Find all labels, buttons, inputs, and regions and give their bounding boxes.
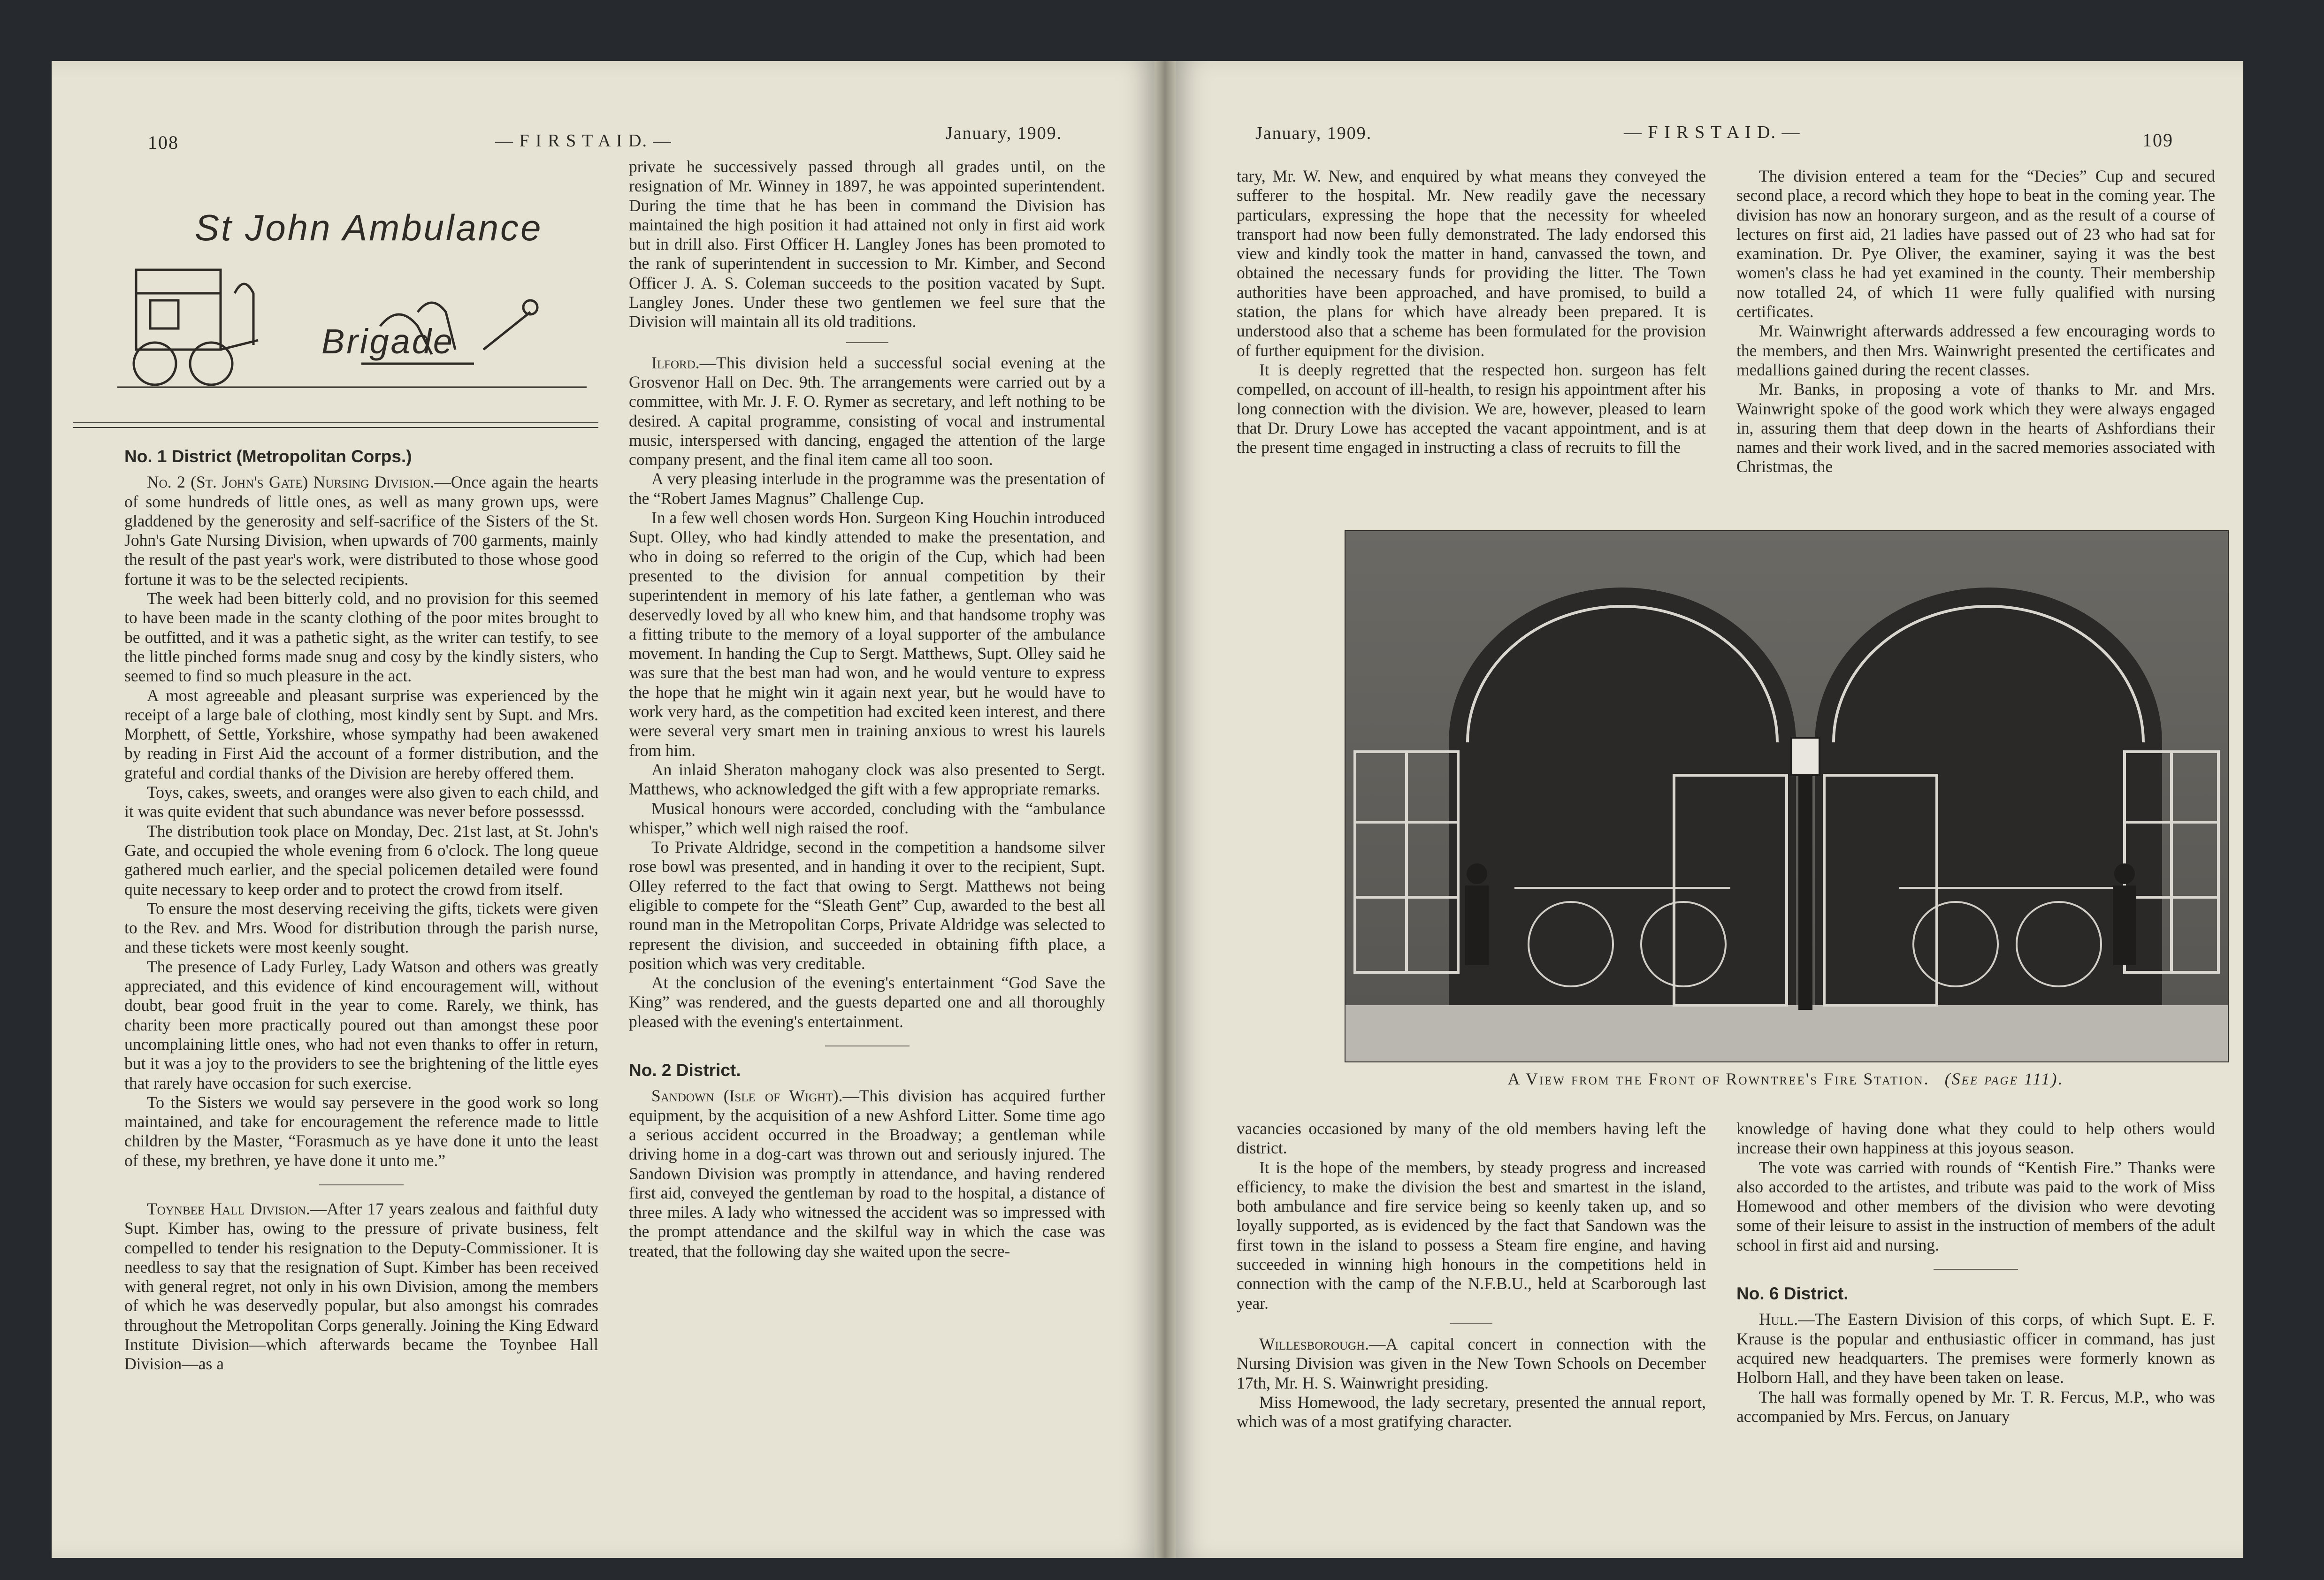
paragraph-text: To the Sisters we would say persevere in the good work so long maintained, and take for encouragement the reference made to little children by the Master, “Forasmuch as ye have done it unto the least of these, my brethren, ye have done it unto me.” — [124, 1092, 598, 1170]
section-divider — [319, 1184, 404, 1185]
paragraph-text: —Once again the hearts of some hundreds of little ones, as well as many grown ups, were gladdened by the generosity and self-sacrifice of the Sisters of the St. John's Gate Nursing Division, when upwards of 700 garments, mainly the result of the past year's work, were distributed to those whose good fortune it was to be the selected recipients. — [124, 473, 598, 588]
paragraph-text: A most agreeable and pleasant surprise was experienced by the receipt of a large bale of clothing, most kindly sent by Supt. and Mrs. Morphett, of Settle, Yorkshire, whose sympathy had been awakened by reading in First Aid the account of a former distribution, and the grateful and cordial thanks of the Division are hereby offered them. — [124, 686, 598, 782]
article-paragraph — [124, 1093, 598, 1170]
running-title: — F I R S T A I D. — — [495, 131, 672, 151]
article-paragraph — [1736, 380, 2215, 476]
running-title: — F I R S T A I D. — — [1624, 122, 1801, 142]
paragraph-text: —A capital concert in connection with the Nursing Division was given in the New Town Schools on December 17th, Mr. H. S. Wainwright presiding. — [1237, 1334, 1706, 1392]
paragraph-text: knowledge of having done what they could to help others would increase their own happiness at this joyous season. — [1736, 1119, 2215, 1158]
article-paragraph — [124, 686, 598, 783]
paragraph-text: vacancies occasioned by many of the old members having left the district. — [1237, 1119, 1706, 1158]
paragraph-lead: Hull. — [1759, 1310, 1798, 1329]
article-paragraph — [1237, 1335, 1706, 1393]
paragraph-lead: Sandown (Isle of Wight). — [651, 1086, 843, 1106]
paragraph-text: The distribution took place on Monday, Dec. 21st last, at St. John's Gate, and occupied the whole evening from 6 o'clock. The long queue gathered much earlier, and the special policemen detailed were found quite necessary to keep order and to protect the crowd from itself. — [124, 821, 598, 899]
masthead-subtitle: Brigade — [321, 322, 455, 361]
paragraph-text: It is the hope of the members, by steady progress and increased efficiency, to make the division the best and smartest in the island, both ambulance and fire service being so keenly taken up, and so loyally supported, as is evidenced by the fact that Sandown was the first town in the island to possess a Steam fire engine, and having succeeded in winning high honours in the competitions held in connection with the camp of the N.F.B.U., held at Scarborough last year. — [1237, 1158, 1706, 1313]
paragraph-text: —After 17 years zealous and faithful duty Supt. Kimber has, owing to the pressure of private business, felt compelled to tender his resignation to the Deputy-Commissioner. It is needless to say that the resignation of Supt. Kimber has been received with general regret, not only in his own Division, among the members of which he was deservedly popular, but also amongst his comrades throughout the Metropolitan Corps generally. Joining the King Edward Institute Division—which afterwards became the Toynbee Hall Division—as a — [124, 1199, 598, 1374]
district-heading: No. 6 District. — [1736, 1284, 1849, 1304]
masthead-title: St John Ambulance — [195, 207, 543, 248]
article-paragraph — [1237, 1119, 1706, 1158]
paragraph-text: A very pleasing interlude in the programme was the presentation of the “Robert James Magnus” Challenge Cup. — [629, 469, 1105, 508]
paragraph-text: At the conclusion of the evening's entertainment “God Save the King” was rendered, and the guests departed one and all thoroughly pleased with the evening's entertainment. — [629, 973, 1105, 1031]
masthead — [73, 185, 598, 443]
paragraph-lead: Ilford. — [651, 353, 700, 372]
article-paragraph — [1237, 1393, 1706, 1432]
article-paragraph — [124, 589, 598, 686]
paragraph-text: Mr. Wainwright afterwards addressed a few encouraging words to the members, and then Mrs. Wainwright presented the certificates and medallions gained during the recent classes. — [1736, 321, 2215, 379]
right-column-2-top — [1736, 167, 2215, 523]
paragraph-text: To Private Aldridge, second in the competition a handsome silver rose bowl was presented, and in handing it over to the recipient, Supt. Olley referred to the fact that owing to Sergt. Matthews not being eligible to compete for the “Sleath Gent” Cup, awarded to the best all round man in the Metropolitan Corps, Private Aldridge was selected to represent the division, and succeeded in obtaining fifth place, a position which was very creditable. — [629, 838, 1105, 973]
book-gutter — [1154, 61, 1176, 1558]
caption-text: A View from the Front of Rowntree's Fire Station. — [1507, 1069, 1930, 1088]
article-paragraph — [1736, 167, 2215, 321]
right-column-2-bottom — [1736, 1119, 2215, 1542]
paragraph-text: The hall was formally opened by Mr. T. R. Fercus, M.P., who was accompanied by Mrs. Fercus, on January — [1736, 1387, 2215, 1426]
paragraph-text: An inlaid Sheraton mahogany clock was also presented to Sergt. Matthews, who acknowledged the gift with a few appropriate remarks. — [629, 760, 1105, 799]
section-divider — [1450, 1323, 1492, 1324]
paragraph-text: The vote was carried with rounds of “Kentish Fire.” Thanks were also accorded to the artistes, and tribute was paid to the work of Miss Homewood and other members of the division who were devoting some of their leisure to assist in the instruction of members of the adult school in first aid and nursing. — [1736, 1158, 2215, 1254]
masthead-rule — [73, 422, 598, 423]
paragraph-text: —The Eastern Division of this corps, of which Supt. E. F. Krause is the popular and enthusiastic officer in command, has just acquired new headquarters. The premises were formerly known as Holborn Hall, and they have been taken on lease. — [1736, 1310, 2215, 1387]
right-column-1-bottom — [1237, 1119, 1706, 1542]
article-paragraph — [629, 1086, 1105, 1261]
article-paragraph — [629, 973, 1105, 1031]
district-heading: No. 1 District (Metropolitan Corps.) — [124, 447, 412, 466]
paragraph-text: Miss Homewood, the lady secretary, presented the annual report, which was of a most gratifying character. — [1237, 1392, 1706, 1431]
article-paragraph — [1736, 1119, 2215, 1158]
paragraph-text: It is deeply regretted that the respected hon. surgeon has felt compelled, on account of ill-health, to resign his appointment after his long connection with the division. We are, however, pleased to learn that Dr. Drury Lowe has accepted the vacant appointment, and is at the present time engaged in instructing a class of recruits to fill the — [1237, 360, 1706, 457]
article-paragraph — [124, 473, 598, 589]
fire-station-photograph — [1345, 530, 2229, 1062]
page-number: 109 — [2142, 130, 2173, 151]
paragraph-text: The presence of Lady Furley, Lady Watson and others was greatly appreciated, and this evidence of kind encouragement will, without doubt, bear good fruit in the year to come. Rarely, we think, has charity been more practically poured out than amongst these poor uncomplaining little ones, who had not even thanks to offer in return, but it was a joy to the providers to see the brightening of the little eyes that rarely have occasion for such exercise. — [124, 957, 598, 1092]
paragraph-text: Mr. Banks, in proposing a vote of thanks to Mr. and Mrs. Wainwright spoke of the good work which they were always engaged in, assuring them that deep down in the hearts of Ashfordians their names and their work lived, and in the sacred memories associated with Christmas, the — [1736, 380, 2215, 476]
paragraph-text: The division entered a team for the “Decies” Cup and secured second place, a record which they hope to beat in the coming year. The division has now an honorary surgeon, and as the result of a course of lectures on first aid, 21 ladies have passed out of 23 who had sat for examination. Dr. Pye Oliver, the examiner, saying it was the best women's class he had yet examined in the county. Their membership now totalled 24, of which 11 were fully qualified with nursing certificates. — [1736, 167, 2215, 321]
article-paragraph — [124, 783, 598, 822]
article-paragraph — [629, 838, 1105, 973]
article-paragraph — [124, 822, 598, 899]
paragraph-text: tary, Mr. W. New, and enquired by what means they conveyed the sufferer to the hospital. Mr. New readily gave the necessary particulars, expressing the hope that the necessity for wheeled transport had now been fully demonstrated. The lady endorsed this view and kindly took the matter in hand, canvassed the town, and obtained the necessary funds for providing the litter. The Town authorities have been approached, and have promised, to build a station, the plans for which have already been prepared. It is understood also that a scheme has been formulated for the provision of further equipment for the division. — [1237, 167, 1706, 360]
section-divider — [1934, 1269, 2018, 1270]
article-paragraph — [1736, 1158, 2215, 1255]
paragraph-lead: No. 2 (St. John's Gate) Nursing Division. — [147, 473, 435, 492]
article-paragraph — [124, 899, 598, 957]
fire-station-illustration — [1345, 531, 2228, 1061]
caption-page-reference: (See page 111). — [1944, 1069, 2064, 1088]
paragraph-text: private he successively passed through all grades until, on the resignation of Mr. Winney in 1897, he was appointed superintendent. During the time that he has been in command the Division has maintained the high position it had attained not only in first aid work but in drill also. First Officer H. Langley Jones has been promoted to the rank of superintendent in succession to Mr. Kimber, and Second Officer J. A. S. Coleman succeeds to the position vacated by Supt. Langley Jones. Under these two gentlemen we feel sure that the Division will maintain all its old traditions. — [629, 157, 1105, 331]
paragraph-text: In a few well chosen words Hon. Surgeon King Houchin introduced Supt. Olley, who had kindly attended to make the presentation, and who in doing so referred to the origin of the Cup, which had been presented to the division for annual competition by their superintendent in memory of his late father, a gentleman who was deservedly loved by all who knew him, and that handsome trophy was a fitting tribute to the memory of a loyal supporter of the ambulance movement. In handing the Cup to Sergt. Matthews, Supt. Olley said he was sure that the best man had won, and he would venture to express the hope that he might win it again next year, but he would have to work very hard, as the competition had excited keen interest, and there were several very smart men in training anxious to wrest his laurels from him. — [629, 508, 1105, 760]
article-paragraph — [1237, 167, 1706, 360]
paragraph-text: The week had been bitterly cold, and no provision for this seemed to have been made in the scanty clothing of the poor mites brought to be outfitted, and it was a pathetic sight, as the writer can testify, to see the little pinched forms made snug and cosy by the kindly sisters, who seemed to find so much pleasure in the act. — [124, 589, 598, 686]
district-heading: No. 2 District. — [629, 1061, 741, 1080]
article-paragraph — [1237, 1158, 1706, 1313]
paragraph-text: —This division held a successful social evening at the Grosvenor Hall on Dec. 9th. The arrangements were carried out by a committee, with Mr. J. F. O. Rymer as secretary, and left nothing to be desired. A capital programme, consisting of vocal and instrumental music, interspersed with dancing, engaged the attention of the large company present, and the final item came all too soon. — [629, 353, 1105, 469]
article-paragraph — [629, 469, 1105, 508]
left-column-1 — [124, 436, 598, 1534]
paragraph-lead: Willesborough. — [1259, 1334, 1369, 1353]
article-paragraph — [629, 508, 1105, 760]
article-paragraph — [124, 957, 598, 1093]
paragraph-lead: Toynbee Hall Division. — [147, 1199, 310, 1218]
article-paragraph — [1736, 1310, 2215, 1387]
page-number: 108 — [148, 132, 179, 153]
paragraph-text: Musical honours were accorded, concluding with the “ambulance whisper,” which well nigh raised the roof. — [629, 799, 1105, 837]
article-paragraph — [629, 760, 1105, 799]
photo-caption — [1345, 1069, 2227, 1089]
paragraph-text: To ensure the most deserving receiving the gifts, tickets were given to the Rev. and Mrs. Wood for distribution through the parish nurse, and these tickets were most keenly sought. — [124, 899, 598, 957]
masthead-rule — [73, 427, 598, 428]
paragraph-text: Toys, cakes, sweets, and oranges were also given to each child, and it was quite evident that such abundance was never before possesssd. — [124, 783, 598, 821]
article-paragraph — [1736, 321, 2215, 380]
left-column-2 — [629, 157, 1105, 1537]
article-paragraph — [629, 799, 1105, 838]
right-page — [1176, 61, 2243, 1558]
right-column-1-top — [1237, 167, 1706, 523]
article-paragraph — [629, 353, 1105, 470]
article-paragraph — [629, 157, 1105, 332]
left-page — [52, 61, 1154, 1558]
article-paragraph — [1237, 360, 1706, 457]
issue-date: January, 1909. — [1255, 123, 1372, 143]
article-paragraph — [124, 1199, 598, 1374]
paragraph-text: —This division has acquired further equipment, by the acquisition of a new Ashford Litter. Some time ago a serious accident occurred in the Broadway; a gentleman while driving home in a dog-cart was thrown out and seriously injured. The Sandown Division was promptly in attendance, and having rendered first aid, conveyed the gentleman by road to the hospital, a distance of three miles. A lady who witnessed the accident was so impressed with the prompt attendance and the skilful way in which the case was treated, that the following day she waited upon the secre- — [629, 1086, 1105, 1260]
issue-date: January, 1909. — [946, 123, 1063, 143]
article-paragraph — [1736, 1388, 2215, 1427]
section-divider — [846, 342, 888, 343]
